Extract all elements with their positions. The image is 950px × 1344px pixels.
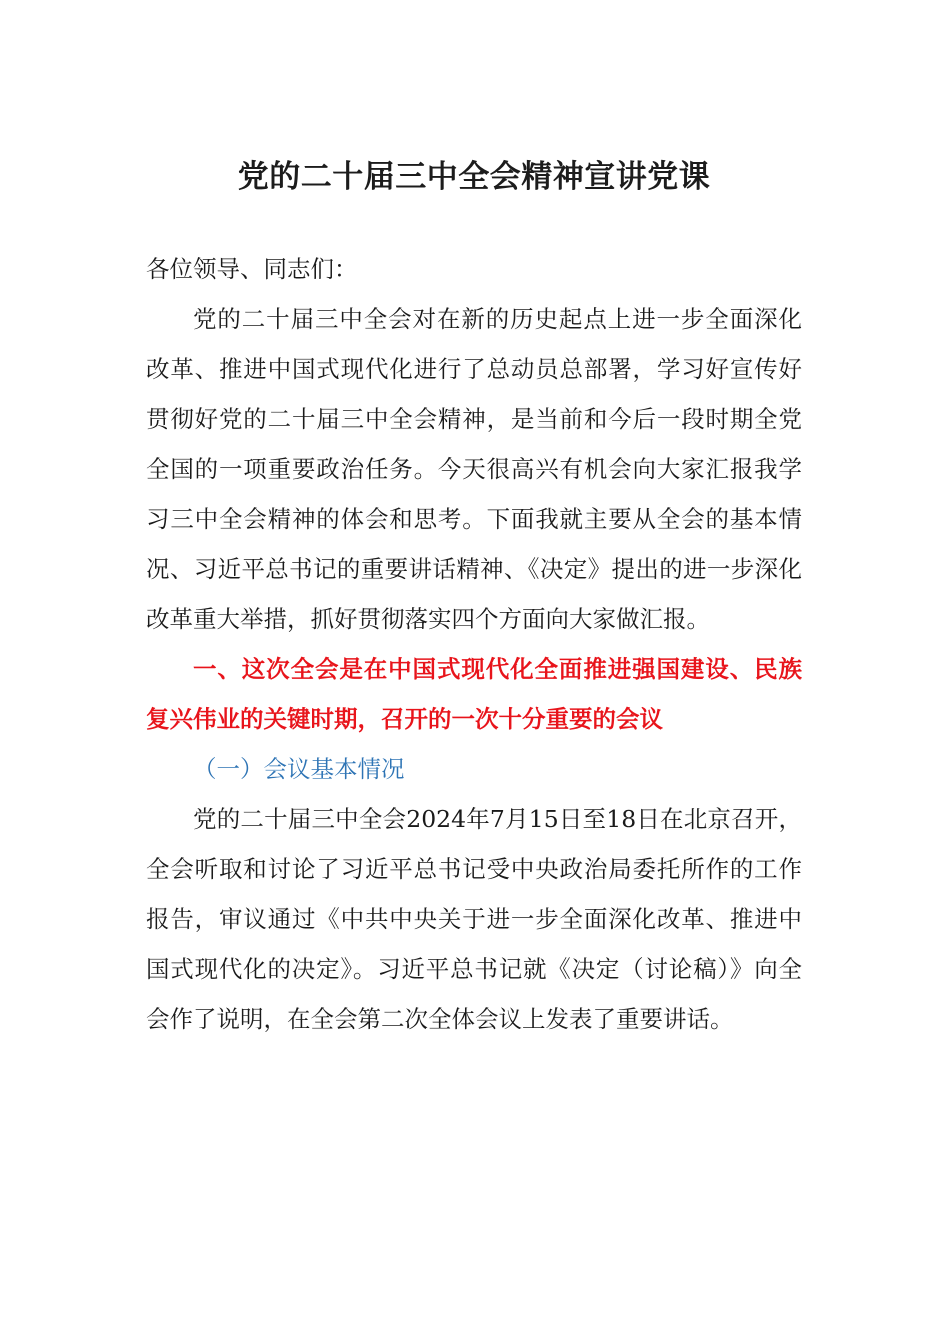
document-title: 党的二十届三中全会精神宣讲党课 [237, 159, 711, 195]
document-body [146, 150, 802, 1044]
section-heading: 一、这次全会是在中国式现代化全面推进强国建设、民族复兴伟业的关键时期，召开的一次十分重要的会议 [146, 655, 802, 733]
body-paragraph: 党的二十届三中全会2024年7月15日至18日在北京召开，全会听取和讨论了习近平总书记受中央政治局委托所作的工作报告，审议通过《中共中央关于进一步全面深化改革、推进中国式现代化的决定》。习近平总书记就《决定（讨论稿）》向全会作了说明，在全会第二次全体会议上发表了重要讲话。 [146, 805, 802, 1033]
intro-paragraph: 党的二十届三中全会对在新的历史起点上进一步全面深化改革、推进中国式现代化进行了总动员总部署，学习好宣传好贯彻好党的二十届三中全会精神，是当前和今后一段时期全党全国的一项重要政治任务。今天很高兴有机会向大家汇报我学习三中全会精神的体会和思考。下面我就主要从全会的基本情况、习近平总书记的重要讲话精神、《决定》提出的进一步深化改革重大举措，抓好贯彻落实四个方面向大家做汇报。 [146, 305, 802, 633]
salutation: 各位领导、同志们： [146, 255, 358, 283]
subsection-heading: （一）会议基本情况 [193, 755, 405, 783]
